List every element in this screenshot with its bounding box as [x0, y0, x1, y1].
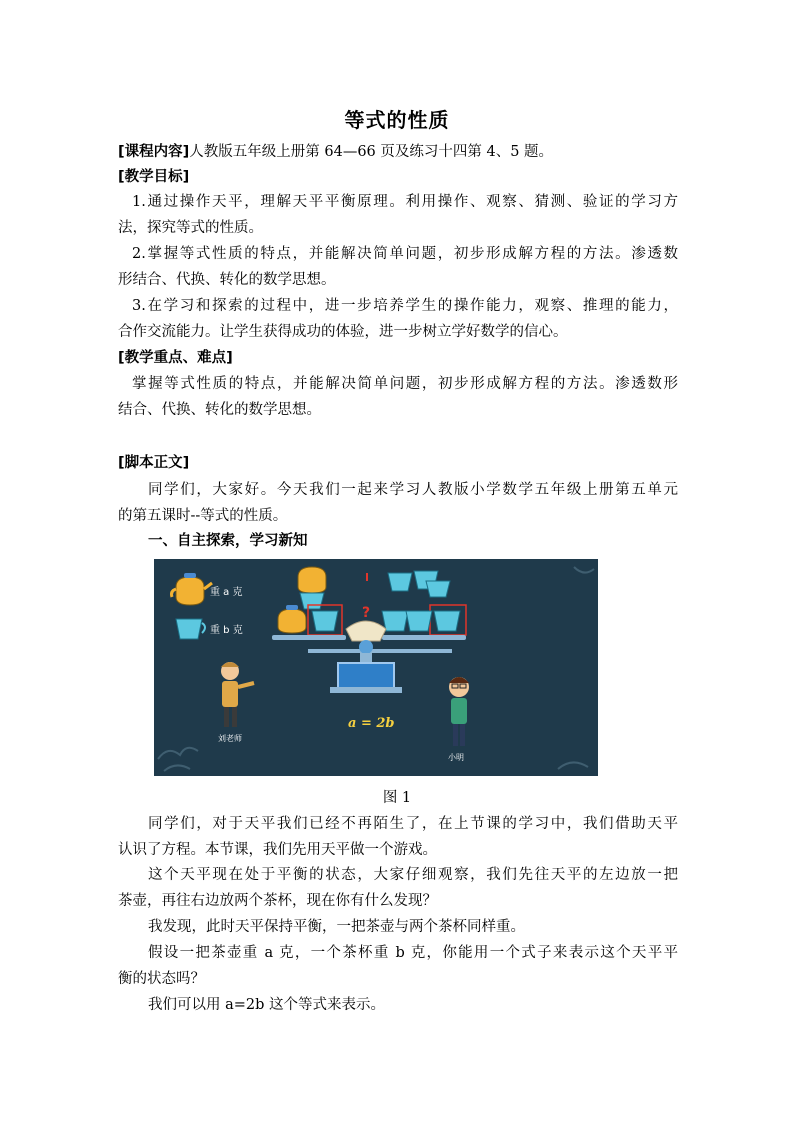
key-points-line-1: 掌握等式性质的特点，并能解决简单问题，初步形成解方程的方法。渗透数形: [132, 376, 678, 392]
cup-icon: [300, 593, 324, 609]
figure-caption: 图 1: [382, 790, 412, 806]
section-1-heading: 一、自主探索，学习新知: [148, 533, 308, 549]
course-content-label: [课程内容]: [118, 144, 190, 160]
key-points-line-2: 结合、代换、转化的数学思想。: [118, 402, 321, 418]
legend-cup-label: 重 b 克: [210, 625, 243, 636]
cup-icon: [382, 611, 460, 631]
objective-2-line-2: 形结合、代换、转化的数学思想。: [118, 272, 336, 288]
objectives-heading: [教学目标]: [118, 169, 190, 185]
body-p1-line-1: 同学们，对于天平我们已经不再陌生了，在上节课的学习中，我们借助天平: [148, 816, 678, 832]
course-content-line: [118, 139, 678, 165]
objective-3-line-2: 合作交流能力。让学生获得成功的体验，进一步树立学好数学的信心。: [118, 324, 568, 340]
body-p4-line-1: 假设一把茶壶重 a 克，一个茶杯重 b 克，你能用一个式子来表示这个天平平: [148, 945, 678, 961]
course-content-text: 人教版五年级上册第 64—66 页及练习十四第 4、5 题。: [189, 144, 554, 160]
body-p1-line-2: 认识了方程。本节课，我们先用天平做一个游戏。: [118, 842, 437, 858]
teapot-icon: [298, 567, 326, 593]
cup-icon: [312, 611, 338, 631]
script-intro-line-2: 的第五课时--等式的性质。: [118, 508, 288, 524]
balance-figure: [154, 559, 598, 776]
body-p3: 我发现，此时天平保持平衡，一把茶壶与两个茶杯同样重。: [148, 919, 525, 935]
body-p4-line-2: 衡的状态吗？: [118, 971, 205, 987]
body-p5: 我们可以用 a=2b 这个等式来表示。: [148, 997, 386, 1013]
page-title: 等式的性质: [344, 108, 450, 132]
objective-2-line-1: 2.掌握等式性质的特点，并能解决简单问题，初步形成解方程的方法。渗透数: [132, 246, 678, 262]
teacher-name: 刘老师: [218, 734, 242, 743]
body-p2-line-1: 这个天平现在处于平衡的状态，大家仔细观察，我们先往天平的左边放一把: [148, 867, 678, 883]
equation-label: a = 2b: [348, 716, 395, 731]
legend-teapot-label: 重 a 克: [210, 587, 243, 598]
objective-1-line-2: 法，探究等式的性质。: [118, 220, 263, 236]
objective-1-line-1: 1.通过操作天平，理解天平平衡原理。利用操作、观察、猜测、验证的学习方: [132, 194, 678, 210]
student-name: 小明: [448, 753, 464, 762]
balance-illustration: [154, 559, 598, 776]
key-points-heading: [教学重点、难点]: [118, 350, 233, 366]
objective-3-line-1: 3.在学习和探索的过程中，进一步培养学生的操作能力，观察、推理的能力，: [132, 298, 678, 314]
script-heading: [脚本正文]: [118, 455, 190, 471]
script-intro-line-1: 同学们，大家好。今天我们一起来学习人教版小学数学五年级上册第五单元: [148, 482, 678, 498]
body-p2-line-2: 茶壶，再往右边放两个茶杯，现在你有什么发现？: [118, 893, 437, 909]
question-mark: ?: [362, 605, 371, 621]
